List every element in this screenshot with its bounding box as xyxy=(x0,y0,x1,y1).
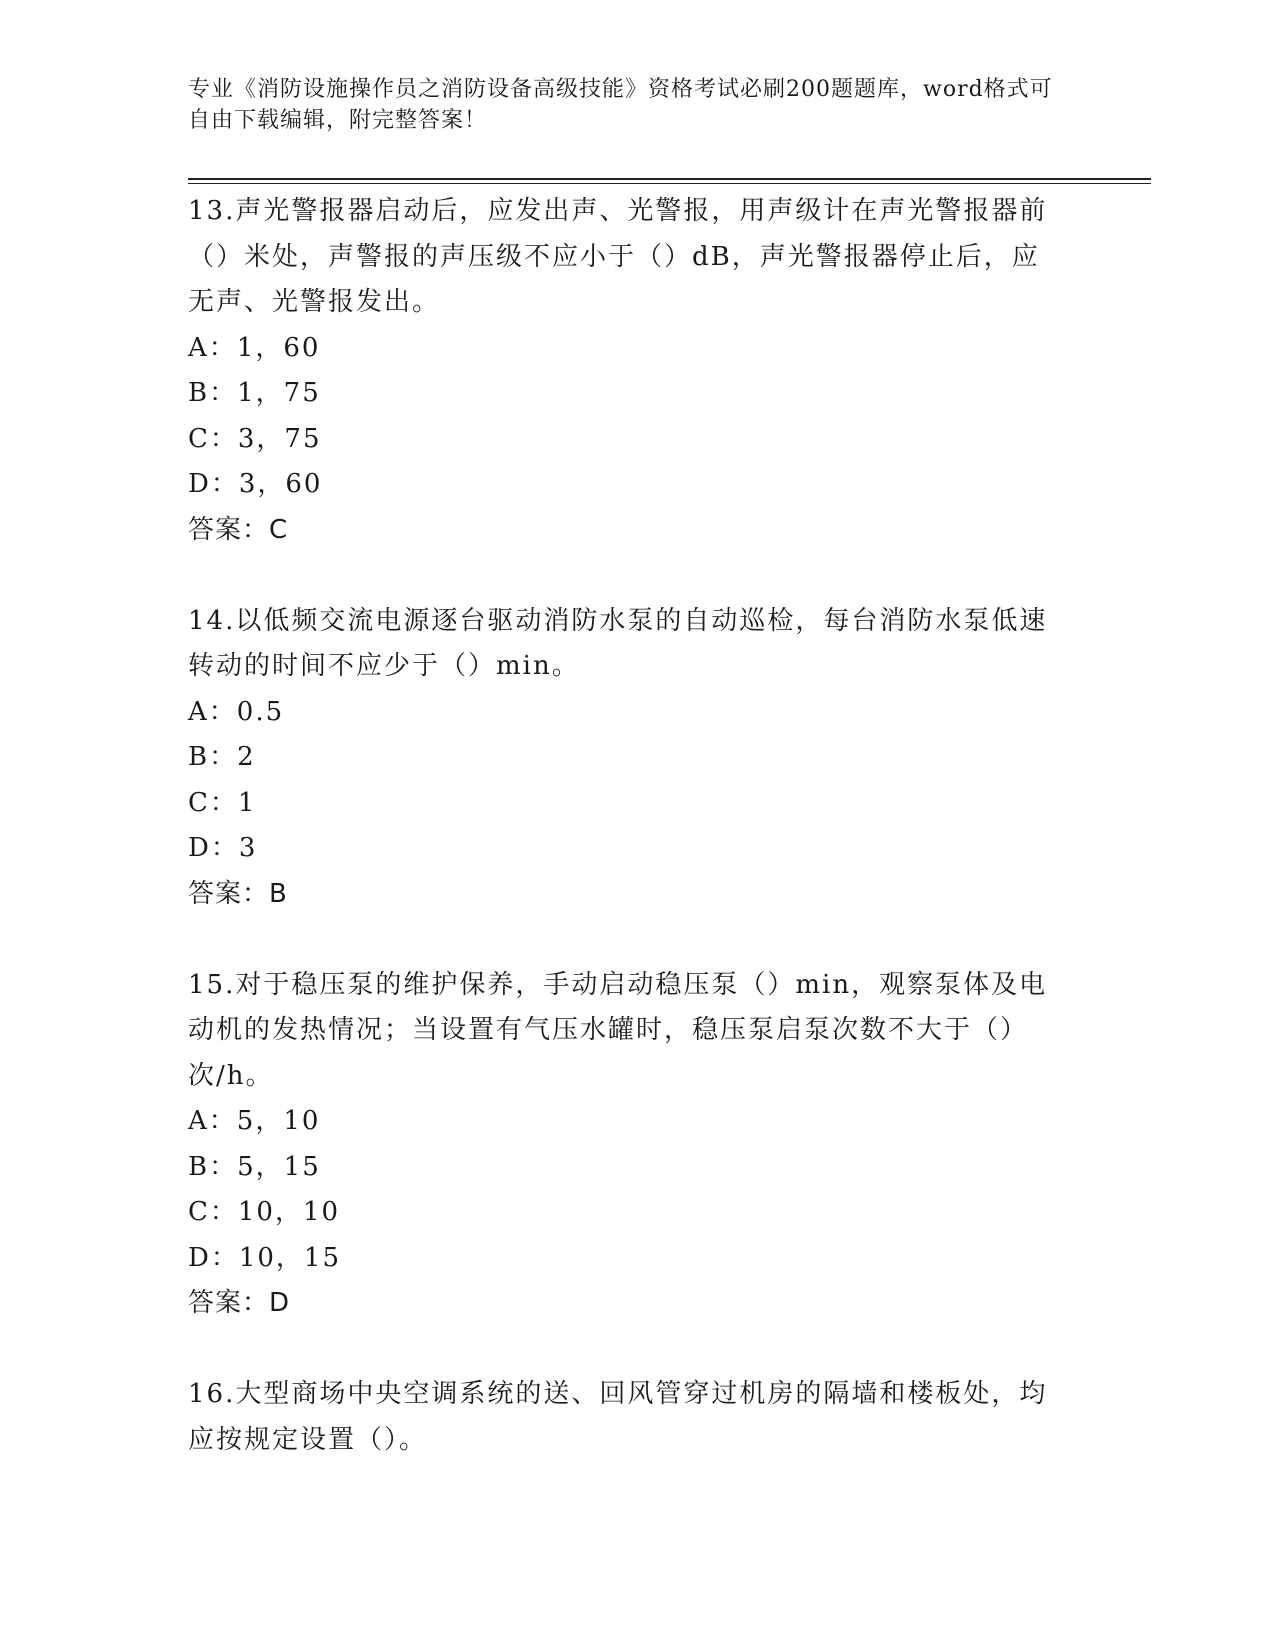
option-d: D：3，60 xyxy=(188,469,323,499)
option-d: D：3 xyxy=(188,833,258,863)
question-13 xyxy=(188,189,1088,553)
question-list xyxy=(188,189,1088,1463)
option-a: A：5，10 xyxy=(188,1106,321,1136)
option-b: B：2 xyxy=(188,742,256,772)
question-stem-line: 15.对于稳压泵的维护保养，手动启动稳压泵（）min，观察泵体及电 xyxy=(188,969,1048,1000)
question-stem-line: 动机的发热情况；当设置有气压水罐时，稳压泵启泵次数不大于（） xyxy=(188,1015,1029,1045)
question-15 xyxy=(188,963,1088,1327)
option-c: C：10，10 xyxy=(188,1197,341,1227)
answer-label: 答案：B xyxy=(188,878,288,909)
answer-label: 答案：C xyxy=(188,514,289,545)
question-stem-line: （）米处，声警报的声压级不应小于（）dB，声光警报器停止后，应 xyxy=(188,241,1040,272)
option-a: A：0.5 xyxy=(188,696,285,727)
question-stem-line: 应按规定设置（）。 xyxy=(188,1424,428,1455)
question-14 xyxy=(188,599,1088,918)
question-gap xyxy=(188,553,1088,599)
question-stem-line: 14.以低频交流电源逐台驱动消防水泵的自动巡检，每台消防水泵低速 xyxy=(188,605,1048,636)
question-stem-line: 无声、光警报发出。 xyxy=(188,287,441,317)
header-divider-thin xyxy=(188,183,1151,184)
option-b: B：5，15 xyxy=(188,1151,321,1182)
option-c: C：3，75 xyxy=(188,423,322,454)
option-d: D：10，15 xyxy=(188,1242,342,1273)
header-divider-thick xyxy=(188,178,1151,180)
option-c: C：1 xyxy=(188,787,257,818)
question-gap xyxy=(188,917,1088,963)
question-16 xyxy=(188,1372,1088,1463)
question-gap xyxy=(188,1327,1088,1373)
option-b: B：1，75 xyxy=(188,378,321,408)
question-stem-line: 16.大型商场中央空调系统的送、回风管穿过机房的隔墙和楼板处，均 xyxy=(188,1379,1048,1409)
option-a: A：1，60 xyxy=(188,332,321,363)
header-intro-text: 专业《消防设施操作员之消防设备高级技能》资格考试必刷200题题库，word格式可自由下载编辑，附完整答案！ xyxy=(188,77,1053,133)
question-stem-line: 次/h。 xyxy=(188,1060,274,1091)
question-stem-line: 转动的时间不应少于（）min。 xyxy=(188,651,580,681)
answer-label: 答案：D xyxy=(188,1288,291,1318)
document-header xyxy=(188,74,1068,136)
question-stem-line: 13.声光警报器启动后，应发出声、光警报，用声级计在声光警报器前 xyxy=(188,196,1048,226)
